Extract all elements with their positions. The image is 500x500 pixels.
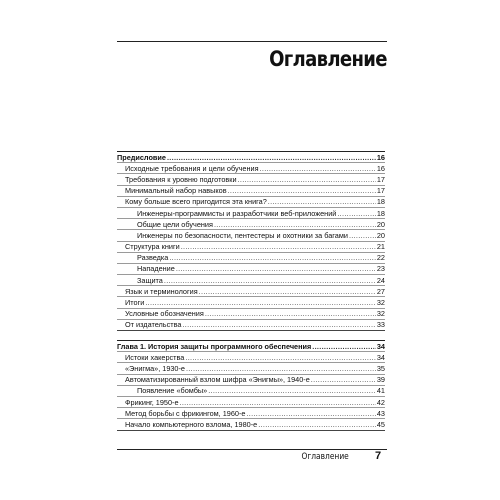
dot-leader [185, 354, 376, 362]
toc-entry-label: Защита [137, 275, 163, 285]
toc-entry-label: От издательства [125, 320, 182, 330]
dot-leader [238, 176, 376, 184]
toc-entry [117, 162, 385, 173]
toc-entry [117, 374, 385, 385]
toc-entry-page: 27 [376, 286, 385, 296]
dot-leader [164, 277, 376, 285]
toc-entry [117, 418, 385, 429]
toc-entry [117, 241, 385, 252]
toc-entry [117, 407, 385, 418]
toc-entry-label: Условные обозначения [125, 309, 204, 319]
table-of-contents [117, 151, 385, 431]
toc-entry [117, 252, 385, 263]
toc-entry-page: 18 [376, 208, 385, 218]
toc-entry [117, 229, 385, 240]
toc-entry-page: 23 [376, 264, 385, 274]
toc-entry-label: Разведка [137, 253, 169, 263]
dot-leader [258, 421, 376, 429]
dot-leader [311, 376, 376, 384]
dot-leader [208, 387, 376, 395]
toc-entry [117, 296, 385, 307]
footer-rule [117, 449, 387, 450]
toc-entry-page: 43 [376, 408, 385, 418]
toc-entry [117, 196, 385, 207]
toc-entry-label: «Энигма», 1930-е [125, 363, 185, 373]
toc-entry-page: 24 [376, 275, 385, 285]
dot-leader [169, 254, 376, 262]
toc-entry-label: Исходные требования и цели обучения [125, 163, 259, 173]
toc-entry-label: Предисловие [117, 152, 166, 162]
toc-entry-label: Фрикинг, 1950-е [125, 397, 179, 407]
toc-entry-label: Инженеры по безопасности, пентестеры и охотники за багами [137, 230, 348, 240]
dot-leader [246, 410, 375, 418]
toc-entry [117, 351, 385, 362]
toc-entry-label: Язык и терминология [125, 286, 198, 296]
toc-entry-label: Глава 1. История защиты программного обеспечения [117, 341, 312, 351]
dot-leader [181, 243, 376, 251]
toc-entry-page: 16 [376, 152, 385, 162]
dot-leader [312, 343, 376, 351]
toc-entry-page: 34 [376, 341, 385, 351]
toc-entry-label: Итоги [125, 298, 145, 308]
dot-leader [199, 288, 376, 296]
toc-entry-page: 32 [376, 298, 385, 308]
toc-chapter-block [117, 151, 385, 331]
dot-leader [167, 154, 376, 162]
dot-leader [228, 187, 376, 195]
toc-chapter-heading [117, 340, 385, 351]
toc-entry-label: Автоматизированный взлом шифра «Энигмы», 1940-е [125, 375, 310, 385]
toc-chapter-heading [117, 151, 385, 162]
toc-entry [117, 362, 385, 373]
dot-leader [349, 232, 376, 240]
toc-entry-page: 45 [376, 419, 385, 429]
dot-leader [145, 299, 376, 307]
dot-leader [176, 265, 376, 273]
header-rule [117, 41, 387, 42]
toc-entry-label: Появление «бомбы» [137, 386, 208, 396]
toc-entry-page: 35 [376, 363, 385, 373]
toc-entry-label: Метод борьбы с фрикингом, 1960-е [125, 408, 246, 418]
toc-entry [117, 274, 385, 285]
dot-leader [260, 165, 376, 173]
toc-entry-label: Истоки хакерства [125, 352, 185, 362]
toc-entry-label: Нападение [137, 264, 175, 274]
toc-entry [117, 185, 385, 196]
toc-entry-label: Кому больше всего пригодится эта книга? [125, 197, 267, 207]
toc-entry-label: Начало компьютерного взлома, 1980-е [125, 419, 258, 429]
toc-chapter-block [117, 340, 385, 431]
toc-entry [117, 385, 385, 396]
footer-section-label: Оглавление [301, 452, 349, 462]
toc-entry [117, 308, 385, 319]
toc-entry-page: 39 [376, 375, 385, 385]
toc-entry-page: 33 [376, 320, 385, 330]
toc-entry-page: 41 [376, 386, 385, 396]
toc-entry [117, 396, 385, 407]
toc-entry-page: 32 [376, 309, 385, 319]
toc-entry-page: 16 [376, 163, 385, 173]
toc-entry-page: 22 [376, 253, 385, 263]
toc-entry-page: 17 [376, 174, 385, 184]
dot-leader [205, 310, 376, 318]
dot-leader [180, 399, 376, 407]
toc-entry-page: 21 [376, 242, 385, 252]
dot-leader [337, 210, 376, 218]
toc-entry [117, 173, 385, 184]
toc-entry-page: 34 [376, 352, 385, 362]
dot-leader [268, 198, 376, 206]
dot-leader [182, 321, 375, 329]
toc-entry-label: Требования к уровню подготовки [125, 174, 237, 184]
toc-entry [117, 263, 385, 274]
dot-leader [214, 221, 376, 229]
toc-entry-page: 20 [376, 219, 385, 229]
toc-entry [117, 319, 385, 330]
toc-entry [117, 285, 385, 296]
toc-entry [117, 207, 385, 218]
toc-entry-label: Минимальный набор навыков [125, 186, 227, 196]
toc-entry [117, 218, 385, 229]
toc-entry-label: Инженеры-программисты и разработчики веб-приложений [137, 208, 337, 218]
toc-entry-page: 42 [376, 397, 385, 407]
toc-entry-label: Общие цели обучения [137, 219, 213, 229]
toc-entry-page: 18 [376, 197, 385, 207]
toc-entry-page: 20 [376, 230, 385, 240]
dot-leader [186, 365, 376, 373]
footer-page-number: 7 [375, 450, 382, 462]
page-title: Оглавление [269, 47, 387, 71]
toc-entry-label: Структура книги [125, 242, 180, 252]
toc-entry-page: 17 [376, 186, 385, 196]
